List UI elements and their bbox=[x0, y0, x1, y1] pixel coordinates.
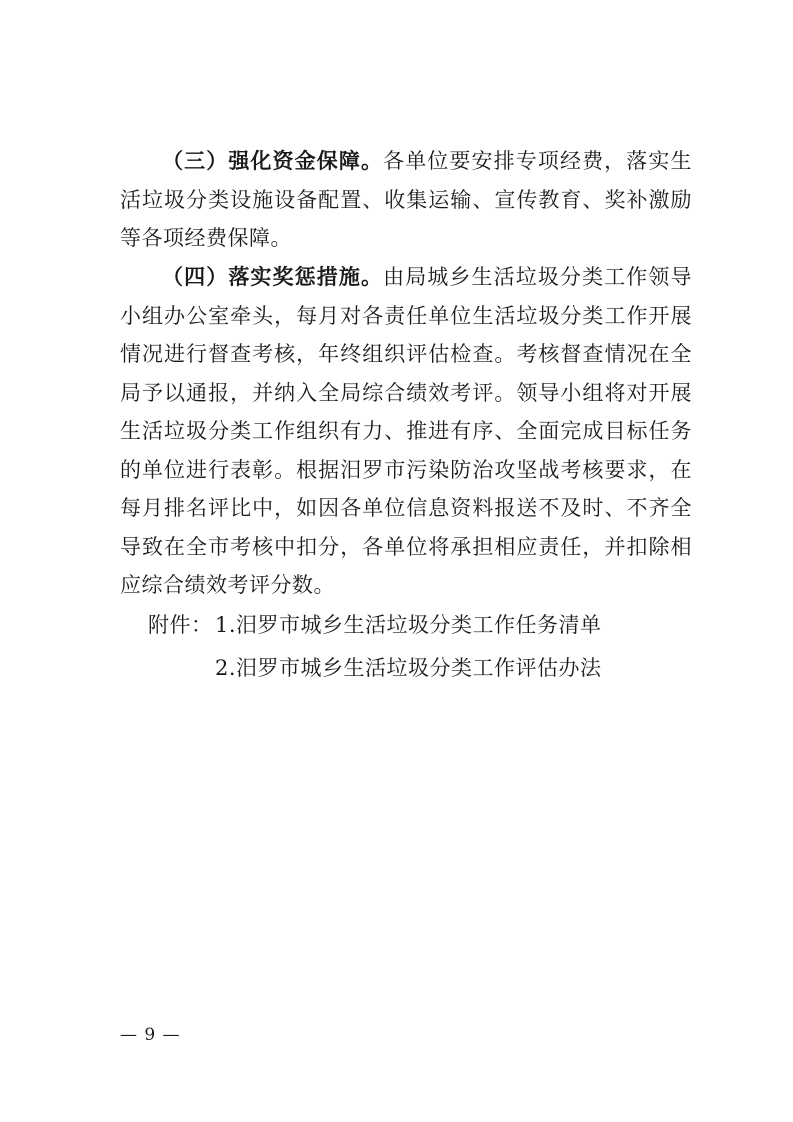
section-3-paragraph bbox=[120, 142, 692, 258]
attachment-indent bbox=[148, 647, 215, 690]
attachments-block bbox=[148, 604, 602, 690]
section-3-heading: （三）强化资金保障。 bbox=[162, 148, 384, 173]
attachments-label: 附件： bbox=[148, 613, 213, 637]
section-4-heading: （四）落实奖惩措施。 bbox=[162, 264, 384, 289]
section-3-body: 各单位要安排专项经费，落实生活垃圾分类设施设备配置、收集运输、宣传教育、奖补激励等各项经费保障。 bbox=[120, 149, 693, 250]
page-number: — 9 — bbox=[120, 1025, 181, 1045]
attachment-item-text: 2.汨罗市城乡生活垃圾分类工作评估办法 bbox=[215, 656, 602, 680]
section-4-body: 由局城乡生活垃圾分类工作领导小组办公室牵头，每月对各责任单位生活垃圾分类工作开展情况进行督查考核，年终组织评估检查。考核督查情况在全局予以通报，并纳入全局综合绩效考评。领导小组将对开展生活垃圾分类工作组织有力、推进有序、全面完成目标任务的单位进行表彰。根据汨罗市污染防治攻坚战考核要求，在每月排名评比中，如因各单位信息资料报送不及时、不齐全导致在全市考核中扣分，各单位将承担相应责任，并扣除相应综合绩效考评分数。 bbox=[120, 265, 693, 597]
attachment-item-text: 1.汨罗市城乡生活垃圾分类工作任务清单 bbox=[215, 613, 602, 637]
section-4-paragraph bbox=[120, 258, 692, 605]
attachment-item bbox=[148, 604, 602, 647]
attachment-item bbox=[148, 647, 602, 690]
